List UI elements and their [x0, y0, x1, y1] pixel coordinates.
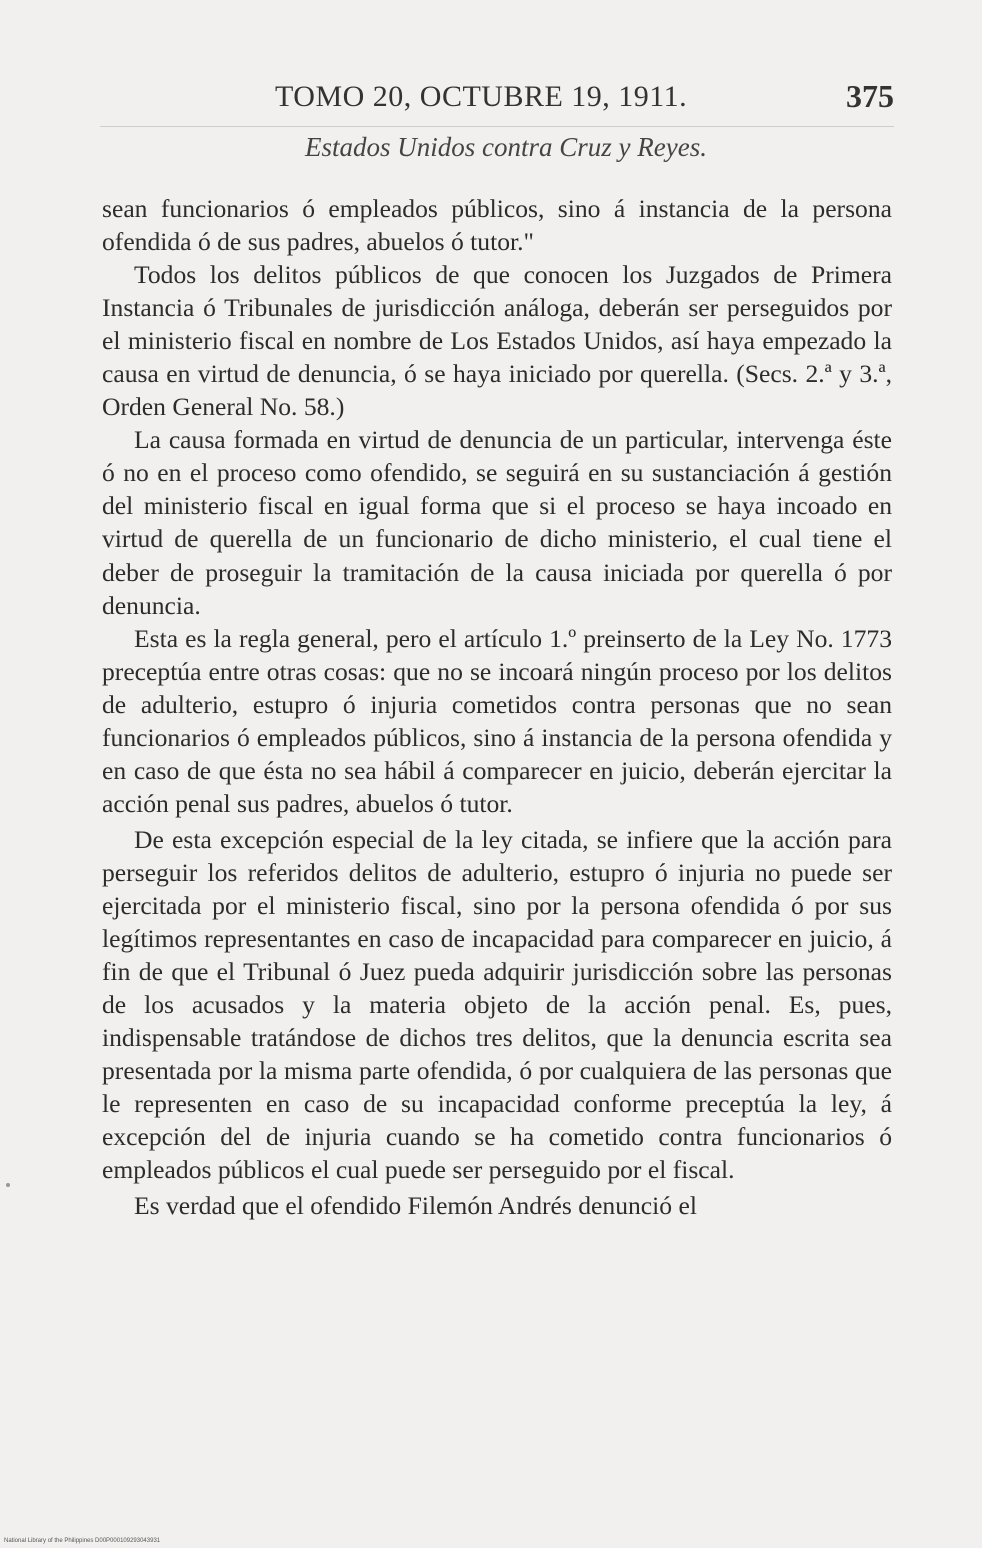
case-caption: Estados Unidos contra Cruz y Reyes. — [305, 132, 707, 162]
running-head — [100, 76, 894, 124]
paragraph: Es verdad que el ofendido Filemón Andrés denunció el — [134, 1191, 697, 1221]
paragraph: La causa formada en virtud de denuncia de un particular, intervenga éste ó no en el proceso como ofendido, se seguirá en su sustanciación á gestión del ministerio fiscal en igual forma que si el proceso se haya incoado en virtud de querella de un funcionario de dicho ministerio, el cual tiene el deber de proseguir la tramitación de la causa iniciada por querella ó por denuncia. — [102, 425, 892, 620]
header-rule — [100, 126, 894, 127]
running-title: TOMO 20, OCTUBRE 19, 1911. — [275, 80, 688, 113]
paragraph-continuation: sean funcionarios ó empleados públicos, sino á instancia de la persona ofendida ó de sus padres, abuelos ó tutor." — [102, 194, 892, 257]
library-credit: National Library of the Philippines D00P000109293043931 — [4, 1538, 161, 1544]
paragraph: De esta excepción especial de la ley citada, se infiere que la acción para perseguir los referidos delitos de adulterio, estupro ó injuria no puede ser ejercitada por el ministerio fiscal, sino por la persona ofendida ó por sus legítimos representantes en caso de incapacidad para comparecer en juicio, á fin de que el Tribunal ó Juez pueda adquirir jurisdicción sobre las personas de los acusados y la materia objeto de la acción penal. Es, pues, indispensable tratándose de dichos tres delitos, que la denuncia escrita sea presentada por la misma parte ofendida, ó por cualquiera de las personas que le representen en caso de su incapacidad conforme preceptúa la ley, á excepción del de injuria cuando se ha cometido contra funcionarios ó empleados públicos el cual puede ser perseguido por el fiscal. — [102, 824, 892, 1185]
paragraph: Esta es la regla general, pero el artículo 1.º preinserto de la Ley No. 1773 preceptúa entre otras cosas: que no se incoará ningún proceso por los delitos de adulterio, estupro ó injuria cometidos contra personas que no sean funcionarios ó empleados públicos, sino á instancia de la persona ofendida y en caso de que ésta no sea hábil á comparecer en juicio, deberán ejercitar la acción penal sus padres, abuelos ó tutor. — [102, 623, 892, 818]
body-text — [102, 192, 892, 1222]
scan-speck — [6, 1183, 10, 1187]
paragraph: Todos los delitos públicos de que conocen los Juzgados de Primera Instancia ó Tribunales de jurisdicción análoga, deberán ser perseguidos por el ministerio fiscal en nombre de Los Estados Unidos, así haya empezado la causa en virtud de denuncia, ó se haya iniciado por querella. (Secs. 2.ª y 3.ª, Orden General No. 58.) — [102, 260, 892, 422]
page-number: 375 — [846, 78, 894, 114]
